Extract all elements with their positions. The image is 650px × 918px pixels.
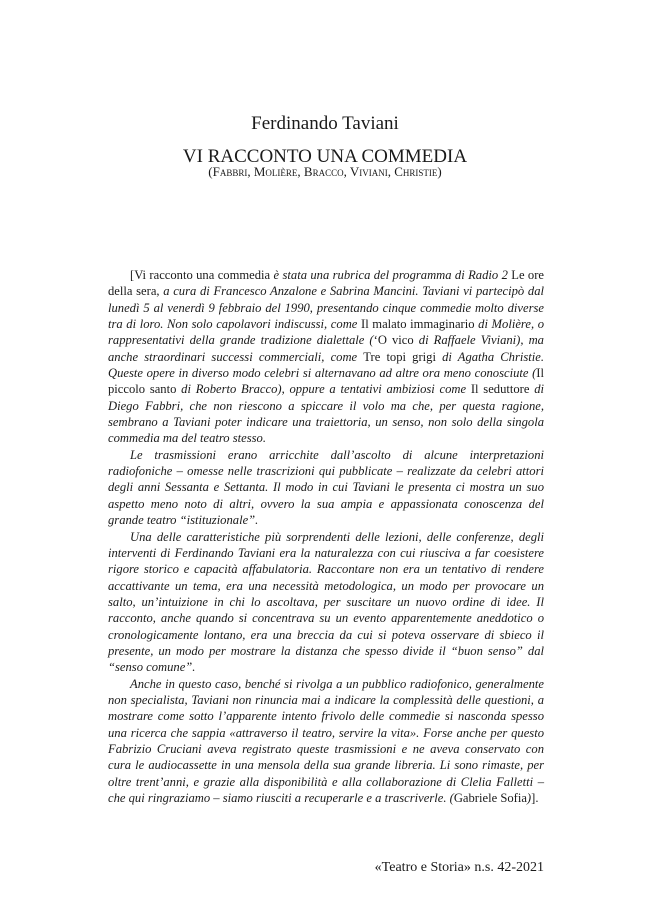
- paragraph: [108, 267, 544, 447]
- text-run: Tre topi grigi: [363, 349, 443, 364]
- text-run: ].: [531, 791, 539, 805]
- journal-citation: «Teatro e Storia» n.s. 42-2021: [374, 860, 544, 875]
- text-run-italic: di Molière, o rappresentativi della grande tradizione dialettale (: [108, 317, 545, 348]
- text-run: Il malato immaginario: [361, 317, 479, 332]
- text-run-italic: ): [526, 791, 532, 805]
- paragraph: [108, 676, 544, 807]
- text-run-italic: Le trasmissioni erano arricchite dall’ascolto di alcune interpretazioni radiofoniche – omesse nelle trascrizioni qui pubblicate – realizzate da celebri attori degli anni Sessanta e Settanta. Il modo in cui Taviani le presenta ci mostra un suo aspetto meno noto di altri, ovvero la sua ampia e appassionata conoscenza del grande teatro “istituzionale”.: [108, 447, 544, 528]
- editorial-introduction: [108, 267, 544, 806]
- text-run-italic: a cura di Francesco Anzalone e Sabrina Mancini. Taviani vi partecipò dal lunedì 5 al venerdì 9 febbraio del 1990, presentando cinque commedie molto diverse tra di loro. Non solo capolavori indiscussi, come: [108, 284, 544, 332]
- text-run-italic: di Roberto Bracco), oppure a tentativi ambiziosi come: [181, 382, 471, 397]
- article-title: VI RACCONTO UNA COMMEDIA: [182, 146, 468, 167]
- text-run-italic: di Agatha Christie. Queste opere in diverso modo celebri si alternavano ad altre ora meno conosciute (: [108, 349, 544, 381]
- paragraph: [108, 447, 544, 529]
- text-run-italic: di Raffaele Viviani), ma anche straordinari successi commerciali, come: [108, 333, 544, 364]
- author-name: Ferdinando Taviani: [251, 113, 399, 134]
- text-run-italic: Una delle caratteristiche più sorprendenti delle lezioni, delle conferenze, degli interventi di Ferdinando Taviani era la naturalezza con cui riusciva a far coesistere rigore storico e capacità affabulatoria. Raccontare non era un tentativo di rendere accattivante un tema, era una necessità metodologica, un modo per provocare un salto, un’intuizione in chi lo ascoltava, per suscitare un nuovo ordine di idee. Il racconto, anche quando si concentrava su un evento apparentemente aneddotico o cronologicamente lontano, era una breccia da cui si poteva osservare di sbieco il presente, un modo per mostrare la distanza che spesso divide il “buon senso” dal “senso comune”.: [108, 529, 544, 675]
- article-subtitle: (Fabbri, Molière, Bracco, Viviani, Christie): [208, 164, 442, 179]
- text-run: ‘O vico: [373, 333, 419, 348]
- text-run: Gabriele Sofia: [453, 791, 527, 805]
- text-run: [Vi racconto una commedia: [130, 268, 274, 282]
- text-run: Il piccolo santo: [108, 366, 544, 397]
- text-run-italic: di Diego Fabbri, che non riescono a spiccare il volo ma che, per questa ragione, sembrano a Taviani poter indicare una traiettoria, un senso, non solo della singola commedia ma del teatro stesso.: [108, 382, 545, 446]
- text-run-italic: è stata una rubrica del programma di Radio 2: [273, 268, 508, 282]
- text-run-italic: Anche in questo caso, benché si rivolga a un pubblico radiofonico, generalmente non specialista, Taviani non rinuncia mai a indicare la complessità delle questioni, a mostrare come sotto l’apparente intento frivolo delle commedie si nasconda spesso una ricerca che sappia «attraverso il teatro, servire la vita». Forse anche per questo Fabrizio Cruciani aveva registrato queste trasmissioni e ne aveva conservato con cura le audiocassette in una mensola della sua grande libreria. Li sono rimaste, per oltre trent’anni, e grazie alla disponibilità e alla collaborazione di Clelia Falletti – che qui ringraziamo – siamo riusciti a recuperarle e a trascriverle. (: [108, 676, 544, 805]
- text-run: Le ore della sera,: [108, 268, 544, 299]
- paragraph: [108, 529, 544, 676]
- text-run: Il seduttore: [470, 382, 535, 397]
